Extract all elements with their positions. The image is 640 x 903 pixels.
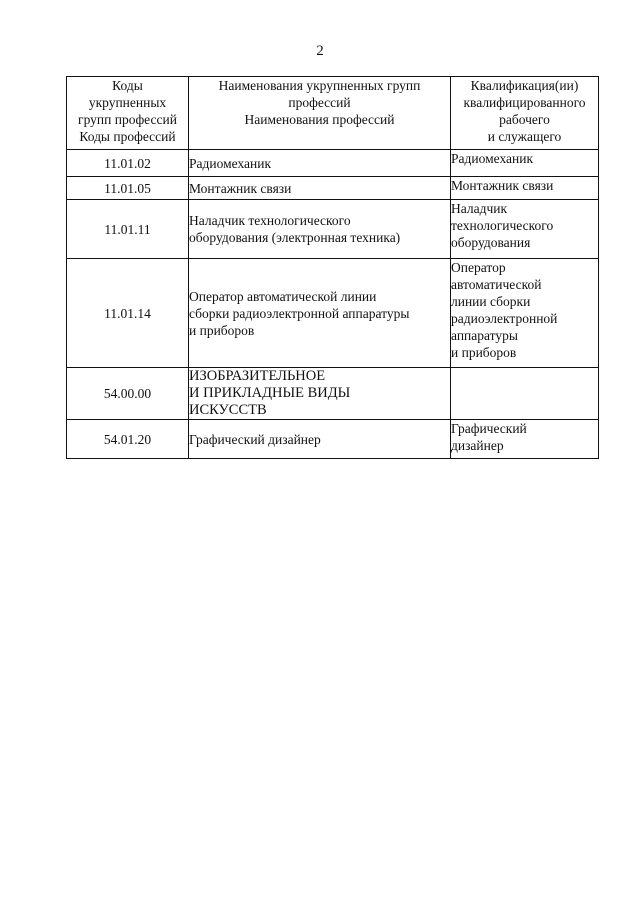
group-code: 54.00.00 [67,368,189,420]
professions-table [66,76,599,459]
table-row [67,420,599,459]
header-codes: Коды укрупненных групп профессий Коды профессий [67,77,189,150]
profession-name: Радиомеханик [189,150,451,177]
table-row [67,177,599,200]
profession-qualification: Оператор автоматической линии сборки радиоэлектронной аппаратуры и приборов [451,259,599,368]
table-row [67,259,599,368]
group-qualification [451,368,599,420]
profession-qualification: Графический дизайнер [451,420,599,459]
profession-name: Графический дизайнер [189,420,451,459]
profession-code: 11.01.14 [67,259,189,368]
profession-qualification: Монтажник связи [451,177,599,200]
profession-code: 11.01.05 [67,177,189,200]
header-qualifications: Квалификация(ии) квалифицированного рабочего и служащего [451,77,599,150]
profession-name: Монтажник связи [189,177,451,200]
profession-code: 11.01.11 [67,200,189,259]
header-names: Наименования укрупненных групп профессий Наименования профессий [189,77,451,150]
page-number: 2 [316,43,324,59]
profession-code: 11.01.02 [67,150,189,177]
profession-name: Оператор автоматической линии сборки радиоэлектронной аппаратуры и приборов [189,259,451,368]
group-row [67,368,599,420]
profession-code: 54.01.20 [67,420,189,459]
profession-qualification: Наладчик технологического оборудования [451,200,599,259]
table-header-row [67,77,599,150]
group-name: ИЗОБРАЗИТЕЛЬНОЕ И ПРИКЛАДНЫЕ ВИДЫ ИСКУССТВ [189,368,451,420]
profession-qualification: Радиомеханик [451,150,599,177]
table-row [67,200,599,259]
table-row [67,150,599,177]
profession-name: Наладчик технологического оборудования (электронная техника) [189,200,451,259]
